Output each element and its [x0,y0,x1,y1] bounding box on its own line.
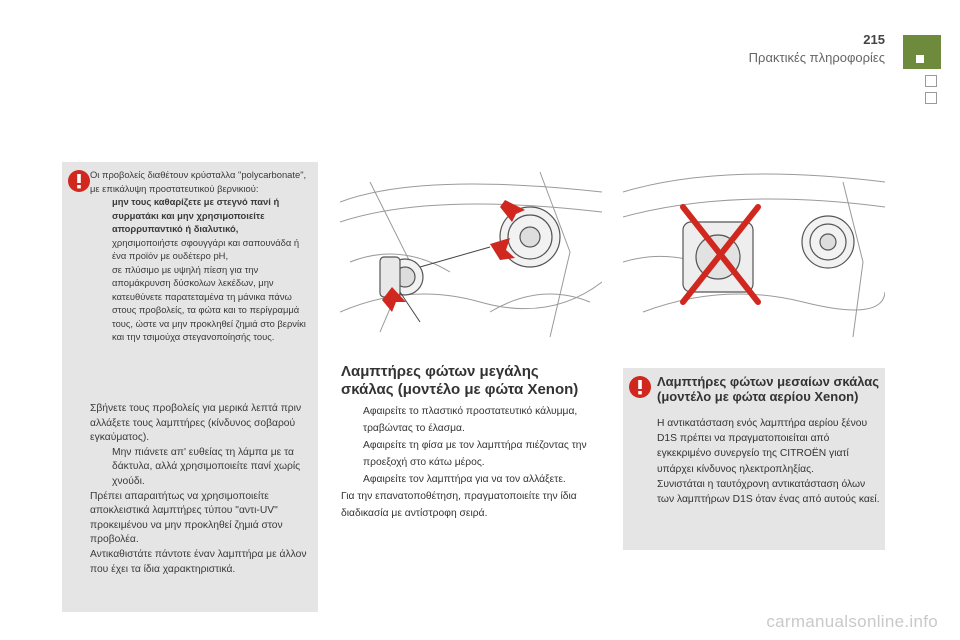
list-item: Αφαιρείτε το πλαστικό προστατευτικό κάλυμμα, τραβώντας το έλασμα. [341,403,603,437]
section-tab [903,35,941,69]
xenon-instructions [341,403,603,522]
paragraph: Για την επανατοποθέτηση, πραγματοποιείτε την ίδια διαδικασία με αντίστροφη σειρά. [341,491,577,519]
tab-box-empty [925,75,937,87]
list-item: Αφαιρείτε τη φίσα με τον λαμπτήρα πιέζοντας την προεξοχή στο κάτω μέρος. [341,437,603,471]
paragraph: Συνιστάται η ταυτόχρονη αντικατάσταση όλων των λαμπτήρων D1S όταν ένας από αυτούς καεί. [657,478,880,506]
safety-text [90,402,312,577]
bullet-icon [341,437,363,471]
bullet-icon [90,263,112,344]
paragraph: Η αντικατάσταση ενός λαμπτήρα αερίου ξένου D1S πρέπει να πραγματοποιείται από εγκεκριμένο συνεργείο της CITROËN γιατί υπάρχει κίνδυνος ηλεκτροπληξίας. [657,418,868,475]
gas-lamp-warning-box [623,368,885,550]
headlamp-illustration-gas [623,162,885,342]
list-item: σε πλύσιμο με υψηλή πίεση για την απομάκρυνση δύσκολων λεκέδων, μην κατευθύνετε παρατεταμένα τη μάνικα πάνω στους προβολείς, τα φώτα και το περίγραμμά τους, ώστε να μην προκληθεί ζημιά στο βερνίκι και την τσιμούχα στεγανοποίησής τους. [90,263,312,344]
list-item: Μην πιάνετε απ' ευθείας τη λάμπα με τα δάκτυλα, αλλά χρησιμοποιείτε πανί χωρίς χνούδι. [90,446,312,490]
tab-box-empty [925,92,937,104]
watermark: carmanualsonline.info [766,612,938,631]
paragraph: Αντικαθιστάτε πάντοτε έναν λαμπτήρα με άλλον που έχει τα ίδια χαρακτηριστικά. [90,548,307,575]
bullet-icon [90,446,112,490]
section-heading-xenon: Λαμπτήρες φώτων μεγάλης σκάλας (μοντέλο με φώτα Xenon) [341,363,579,398]
bullet-icon [90,236,112,263]
list-item: χρησιμοποιήστε σφουγγάρι και σαπουνάδα ή ένα προϊόν με ουδέτερο pH, [90,236,312,263]
list-item: Αφαιρείτε τον λαμπτήρα για να τον αλλάξετε. [341,471,603,488]
paragraph: Σβήνετε τους προβολείς για μερικά λεπτά πριν αλλάξετε τους λαμπτήρες (κίνδυνος σοβαρού εγκαύματος). [90,403,302,444]
headlamp-illustration-xenon [340,162,602,342]
list-item: μην τους καθαρίζετε με στεγνό πανί ή συρματάκι και μην χρησιμοποιείτε απορρυπαντικό ή διαλυτικό, [90,195,312,236]
bullet-icon [341,403,363,437]
bullet-icon [90,195,112,236]
tab-marker [916,55,924,63]
section-heading-gas: Λαμπτήρες φώτων μεσαίων σκάλας (μοντέλο με φώτα αερίου Xenon) [657,374,880,404]
warning-box [62,162,318,612]
warning-icon [66,168,92,194]
warning-text [90,168,312,344]
warning-intro: Οι προβολείς διαθέτουν κρύσταλλα "polycarbonate", με επικάλυψη προστατευτικού βερνικιού: [90,169,307,194]
warning-icon [627,374,653,400]
gas-warning-text [657,416,881,507]
page-number: 215 [863,32,885,47]
bullet-icon [341,471,363,488]
paragraph: Πρέπει απαραιτήτως να χρησιμοποιείτε αποκλειστικά λαμπτήρες τύπου "αντι-UV" προκειμένου να μην προκληθεί ζημιά στον προβολέα. [90,490,283,546]
section-title: Πρακτικές πληροφορίες [748,50,885,65]
